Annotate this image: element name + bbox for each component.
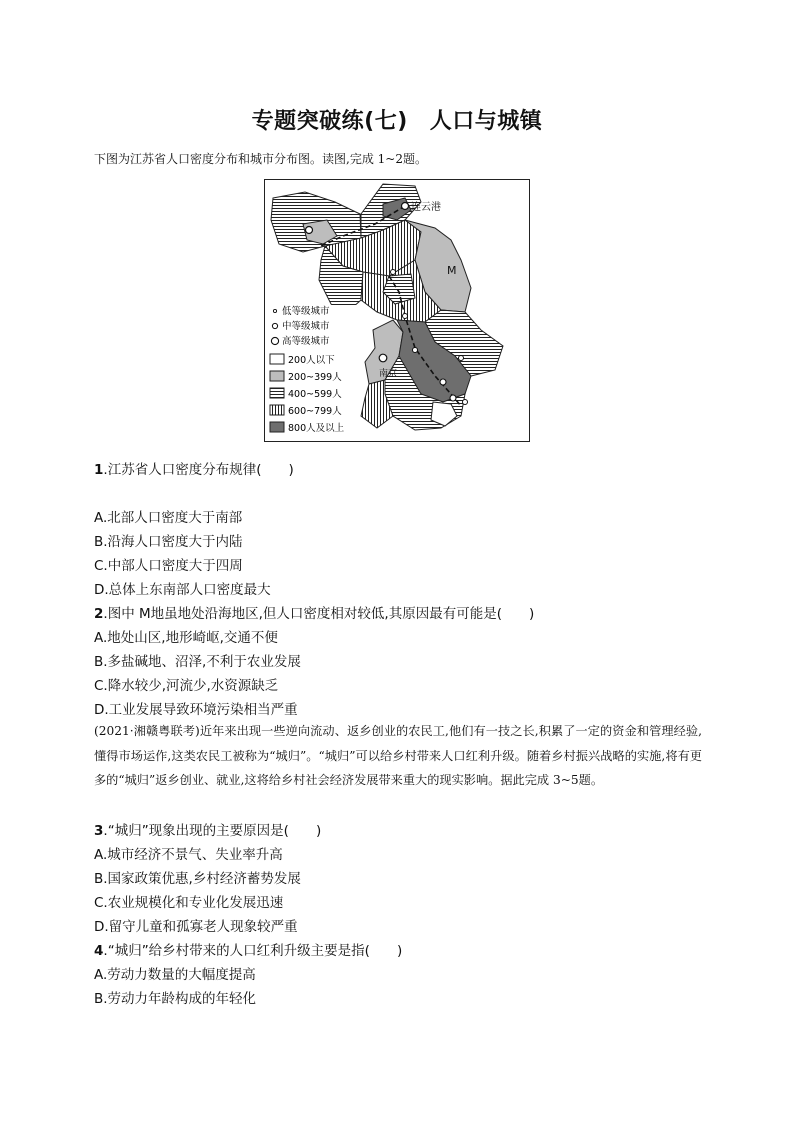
city-mid-1 [391,270,396,275]
label-nanjing: 南京 [379,369,398,379]
city-s1 [413,348,418,353]
page-title [0,104,794,135]
city-xuzhou [306,227,313,234]
q1-option-d: D.总体上东南部人口密度最大 [94,582,271,598]
reading-passage: (2021·湘赣粤联考)近年来出现一些逆向流动、返乡创业的农民工,他们有一技之长,积累了一定的资金和管理经验,懂得市场运作,这类农民工被称为“城归”。“城归”可以给乡村带来人口红利升级。随着乡村振兴战略的实施,将有更多的“城归”返乡创业、就业,这将给乡村社会经济发展带来重大的现实影响。据此完成 3~5题。 [94,724,702,787]
q2-option-a: A.地处山区,地形崎岖,交通不便 [94,630,278,646]
title-main: 专题突破练(七) [251,109,408,134]
legend-d1: 200人以下 [288,355,335,366]
legend-city-mid: 中等级城市 [282,321,330,332]
jiangsu-density-map [264,179,530,442]
map-figure [265,180,529,441]
label-lianyungang: 连云港 [411,202,441,213]
legend-d4: 600~799人 [288,406,342,417]
legend-d3: 400~599人 [288,389,342,400]
q1-stem: 1.江苏省人口密度分布规律( ) [94,462,294,478]
intro-text: 下图为江苏省人口密度分布和城市分布图。读图,完成 1~2题。 [94,152,427,166]
legend-city-low: 低等级城市 [282,306,330,317]
q1-option-c: C.中部人口密度大于四周 [94,558,243,574]
q4-option-b: B.劳动力年龄构成的年轻化 [94,991,257,1007]
label-m: M [447,264,457,277]
legend-city-high: 高等级城市 [282,336,330,347]
q3-option-d: D.留守儿童和孤寡老人现象较严重 [94,919,298,935]
q1-option-a: A.北部人口密度大于南部 [94,510,243,526]
city-mid-2 [403,314,408,319]
city-s4 [450,395,456,401]
city-lianyungang [402,203,409,210]
legend-d2: 200~399人 [288,372,342,383]
q1-option-b: B.沿海人口密度大于内陆 [94,534,243,550]
q4-stem: 4.“城归”给乡村带来的人口红利升级主要是指( ) [94,943,403,959]
q3-stem: 3.“城归”现象出现的主要原因是( ) [94,823,322,839]
q3-option-b: B.国家政策优惠,乡村经济蓄势发展 [94,871,301,887]
legend-d5: 800人及以上 [288,423,345,434]
q3-option-c: C.农业规模化和专业化发展迅速 [94,895,284,911]
q2-option-b: B.多盐碱地、沼泽,不利于农业发展 [94,654,301,670]
city-s2 [440,379,446,385]
q4-option-a: A.劳动力数量的大幅度提高 [94,967,256,983]
q2-option-c: C.降水较少,河流少,水资源缺乏 [94,678,279,694]
title-sub: 人口与城镇 [429,109,543,134]
city-s3 [459,356,464,361]
q2-stem: 2.图中 M地虽地处沿海地区,但人口密度相对较低,其原因最有可能是( ) [94,606,535,622]
q3-option-a: A.城市经济不景气、失业率升高 [94,847,283,863]
map-legend [269,305,359,439]
city-nanjing [379,354,387,362]
q2-option-d: D.工业发展导致环境污染相当严重 [94,702,298,718]
city-s5 [463,400,468,405]
